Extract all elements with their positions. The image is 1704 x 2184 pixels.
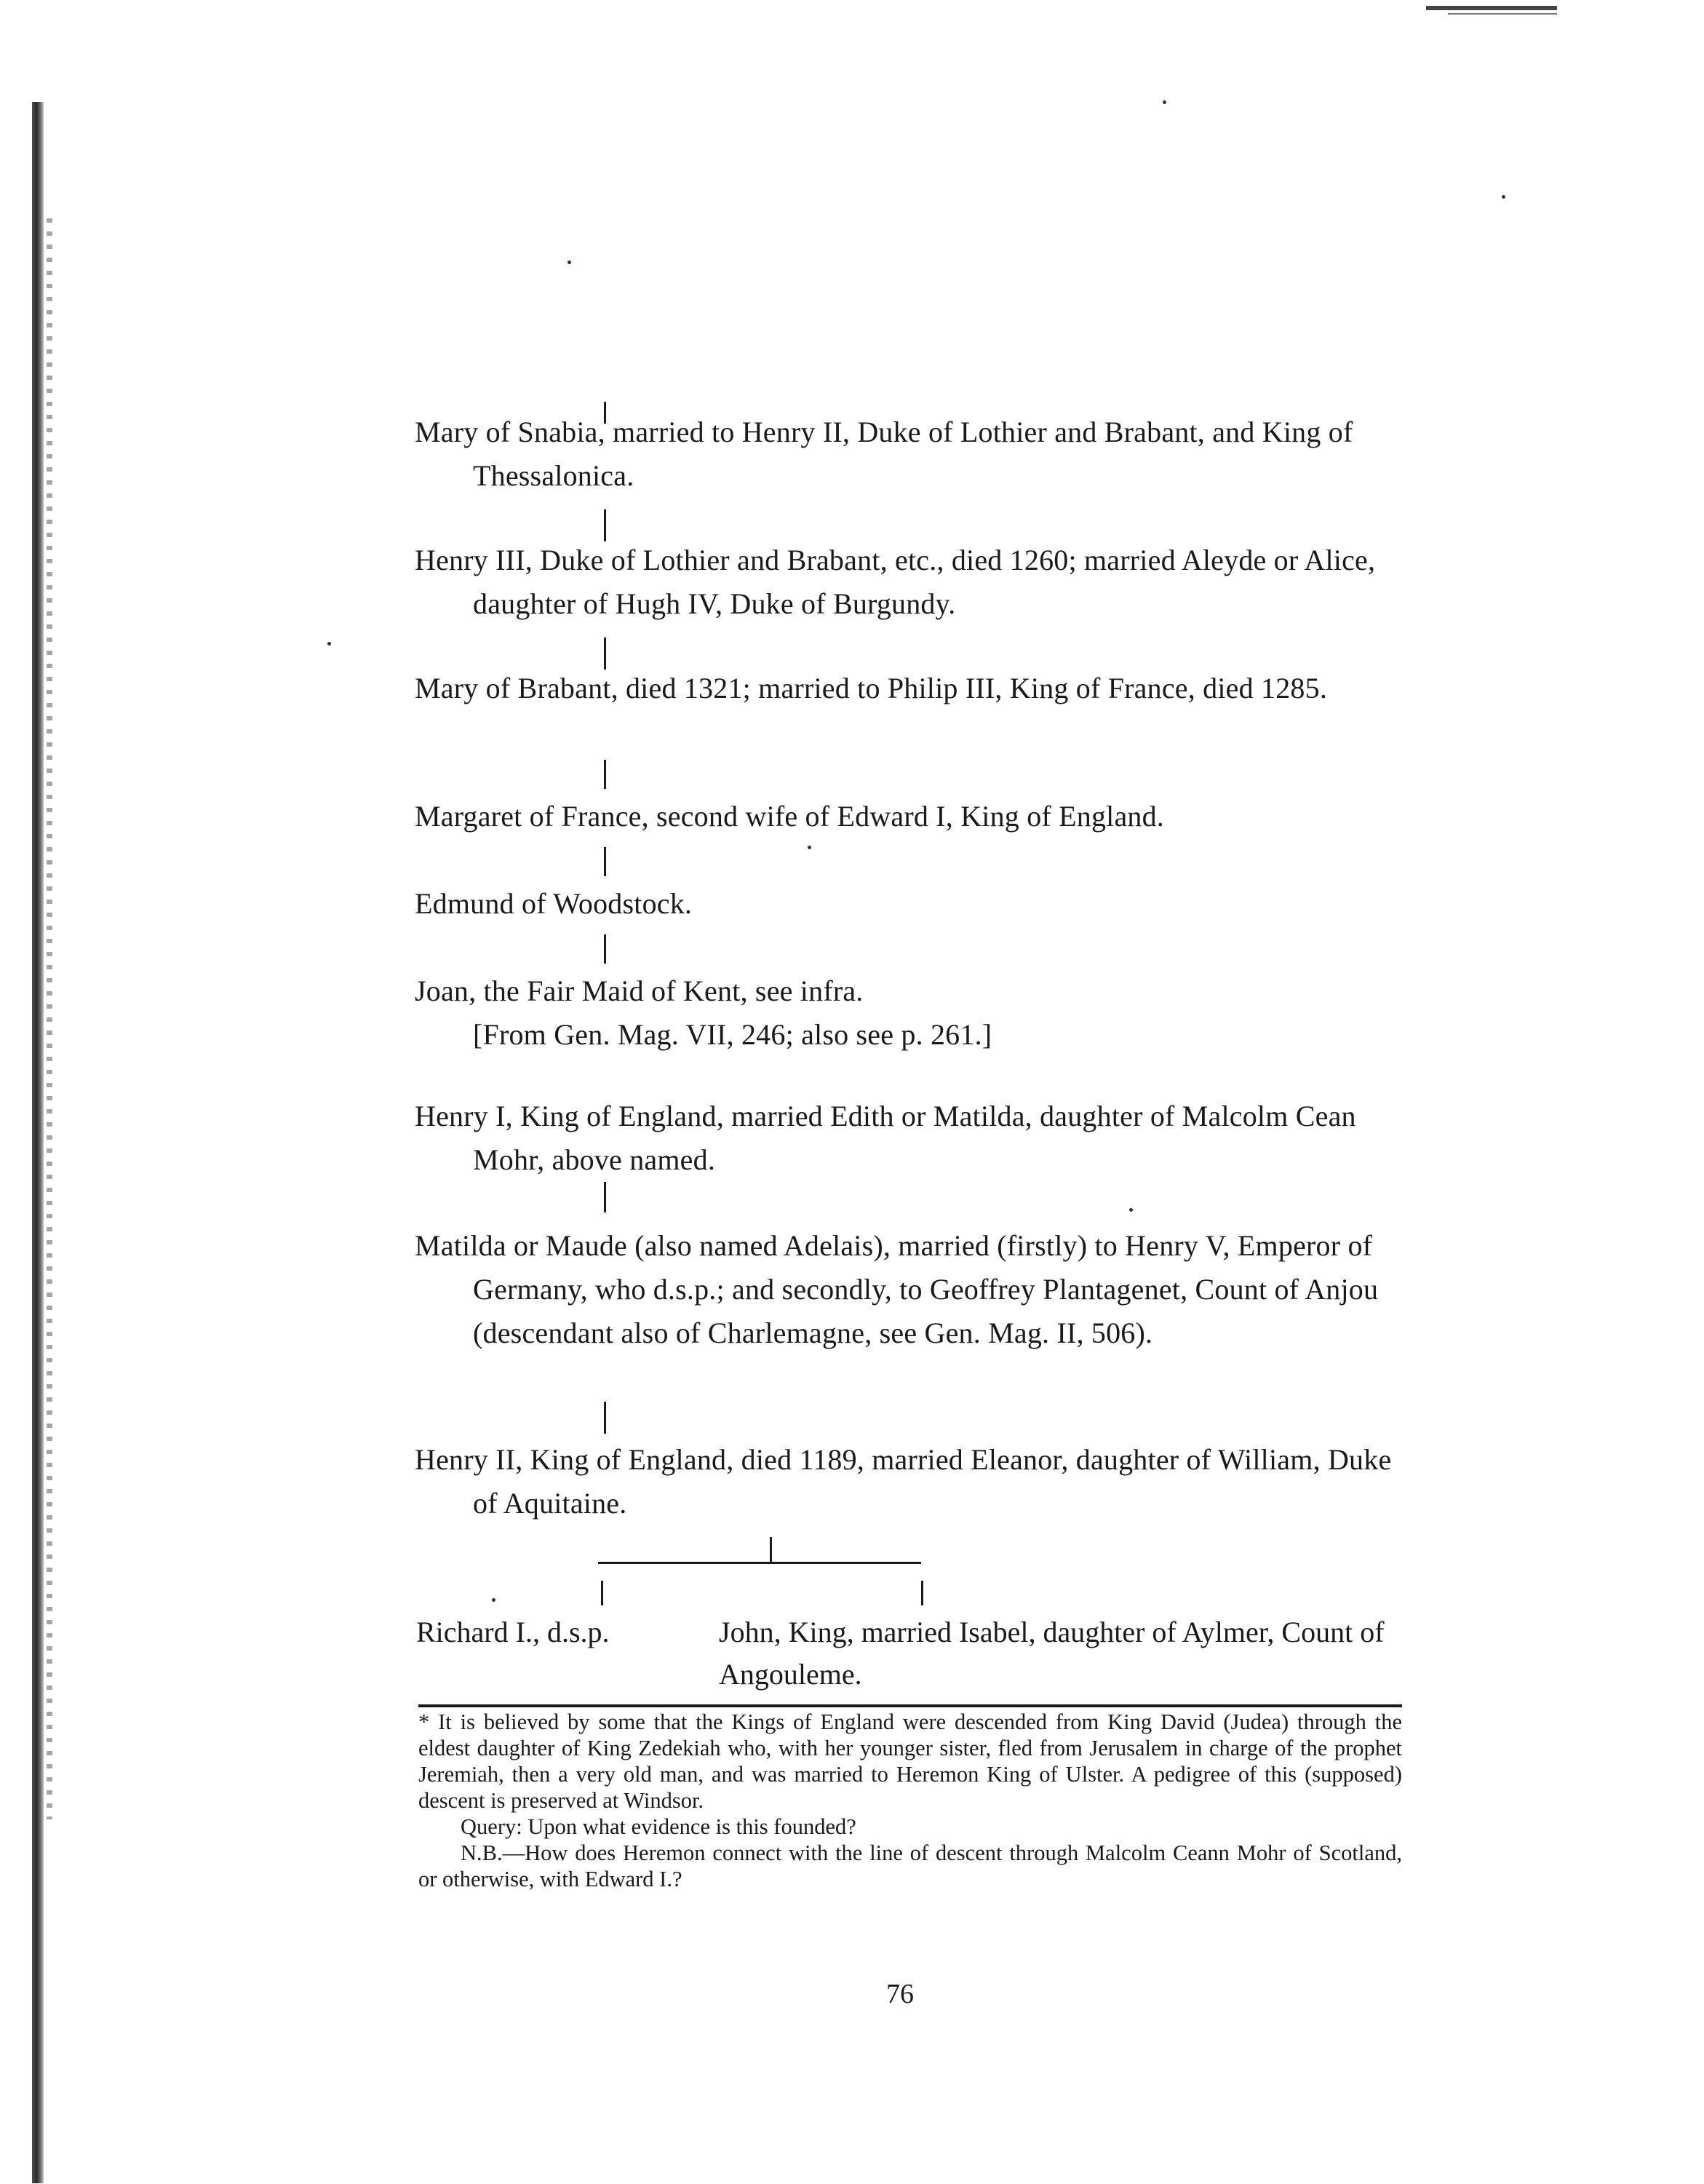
branch-bar	[598, 1562, 921, 1564]
child-entry-john: John, King, married Isabel, daughter of Aylmer, Count of Angouleme.	[719, 1616, 1385, 1691]
descent-line	[604, 934, 606, 964]
descent-line	[604, 1402, 606, 1434]
branch-drop-left	[601, 1581, 603, 1605]
footnotes	[418, 1709, 1402, 1892]
genealogy-entry: Henry III, Duke of Lothier and Brabant, etc., died 1260; married Aleyde or Alice, daughter of Hugh IV, Duke of Burgundy.	[415, 544, 1376, 620]
scan-speck	[808, 846, 811, 849]
scan-binding-edge	[32, 102, 44, 2183]
footnote-rule	[418, 1704, 1402, 1707]
source-note: [From Gen. Mag. VII, 246; also see p. 261.]	[473, 1018, 992, 1051]
genealogy-entry: Joan, the Fair Maid of Kent, see infra.	[415, 974, 864, 1007]
descent-line	[604, 1182, 606, 1212]
descent-line	[604, 509, 606, 541]
footnote-main: * It is believed by some that the Kings of England were descended from King David (Judea) through the eldest daughter of King Zedekiah who, with her younger sister, fled from Jerusalem in charge of the prophet Jeremiah, then a very old man, and was married to Heremon King of Ulster. A pedigree of this (supposed) descent is preserved at Windsor.	[418, 1710, 1402, 1813]
descent-line	[604, 638, 606, 670]
genealogy-entry: Mary of Brabant, died 1321; married to Philip III, King of France, died 1285.	[415, 672, 1328, 704]
genealogy-entry: Matilda or Maude (also named Adelais), married (firstly) to Henry V, Emperor of Germany, who d.s.p.; and secondly, to Geoffrey Plantagenet, Count of Anjou (descendant also of Charlemagne, see Gen. Mag. II, 506).	[415, 1229, 1379, 1349]
scan-speck	[1502, 195, 1505, 199]
scan-speck	[568, 261, 571, 264]
genealogy-entry: Edmund of Woodstock.	[415, 887, 693, 920]
descent-line	[604, 847, 606, 876]
genealogy-entry: Henry I, King of England, married Edith or Matilda, daughter of Malcolm Cean Mohr, above named.	[415, 1100, 1356, 1176]
scan-speck	[492, 1598, 495, 1602]
scan-speck	[1129, 1208, 1133, 1212]
descent-line	[604, 760, 606, 789]
scan-binding-shadow	[47, 218, 52, 1819]
top-edge-mark	[1426, 6, 1557, 10]
genealogy-entry: Henry II, King of England, died 1189, married Eleanor, daughter of William, Duke of Aquitaine.	[415, 1443, 1392, 1520]
scan-speck	[327, 642, 331, 646]
scan-speck	[1163, 100, 1166, 104]
genealogy-entry: Margaret of France, second wife of Edward I, King of England.	[415, 800, 1165, 833]
footnote-query: Query: Upon what evidence is this founded?	[461, 1814, 856, 1839]
branch-drop-right	[921, 1581, 923, 1605]
top-edge-mark-thin	[1448, 13, 1557, 15]
child-entry-richard: Richard I., d.s.p.	[416, 1616, 610, 1648]
branch-stem	[770, 1537, 772, 1562]
page-number: 76	[886, 1979, 914, 2009]
footnote-nb: N.B.—How does Heremon connect with the line of descent through Malcolm Ceann Mohr of Scotland, or otherwise, with Edward I.?	[418, 1840, 1402, 1891]
genealogy-entry: Mary of Snabia, married to Henry II, Duke of Lothier and Brabant, and King of Thessalonica.	[415, 416, 1353, 492]
